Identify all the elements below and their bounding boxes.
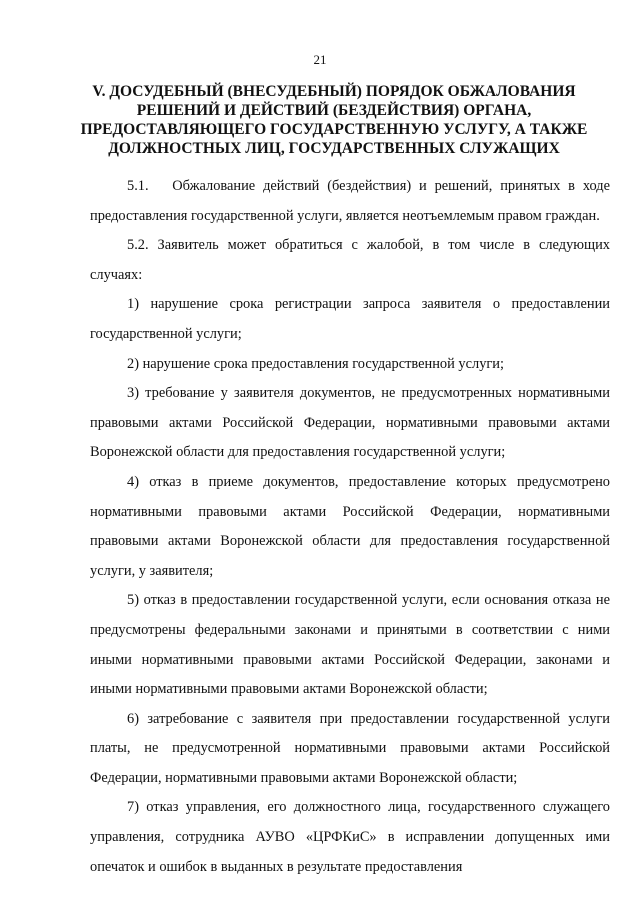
paragraph-5-2: 5.2. Заявитель может обратиться с жалобой, в том числе в следующих случаях: [90,237,610,283]
list-item-7: 7) отказ управления, его должностного лица, государственного служащего управления, сотрудника АУВО «ЦРФКиС» в исправлении допущенных ими опечаток и ошибок в выданных в результате предоставления [90,799,610,875]
list-item-4: 4) отказ в приеме документов, предоставление которых предусмотрено нормативными правовыми актами Российской Федерации, нормативными правовыми актами Воронежской области для предоставления государственной услуги, у заявителя; [90,473,610,579]
section-title-line: ПРЕДОСТАВЛЯЮЩЕГО ГОСУДАРСТВЕННУЮ УСЛУГУ, А ТАКЖЕ [80,121,588,138]
section-title-line: РЕШЕНИЙ И ДЕЙСТВИЙ (БЕЗДЕЙСТВИЯ) ОРГАНА, [136,102,532,119]
list-item-3: 3) требование у заявителя документов, не предусмотренных нормативными правовыми актами Российской Федерации, нормативными правовыми актами Воронежской области для предоставления государственной услуги; [90,385,610,461]
paragraph-5-1: 5.1. Обжалование действий (бездействия) и решений, принятых в ходе предоставления государственной услуги, является неотъемлемым правом граждан. [90,178,610,224]
section-title-line: ДОЛЖНОСТНЫХ ЛИЦ, ГОСУДАРСТВЕННЫХ СЛУЖАЩИХ [108,140,560,157]
page-number: 21 [313,52,327,67]
list-item-1: 1) нарушение срока регистрации запроса заявителя о предоставлении государственной услуги; [90,296,610,342]
section-title [60,82,608,158]
list-item-6: 6) затребование с заявителя при предоставлении государственной услуги платы, не предусмотренной нормативными правовыми актами Российской Федерации, нормативными правовыми актами Воронежской области; [90,710,610,786]
list-item-2: 2) нарушение срока предоставления государственной услуги; [127,355,504,372]
section-title-line: V. ДОСУДЕБНЫЙ (ВНЕСУДЕБНЫЙ) ПОРЯДОК ОБЖАЛОВАНИЯ [92,83,576,100]
list-item-5: 5) отказ в предоставлении государственной услуги, если основания отказа не предусмотрены федеральными законами и принятыми в соответствии с ними иными нормативными правовыми актами Российской Федерации, законами и иными нормативными правовыми актами Воронежской области; [90,592,610,698]
document-body [90,172,610,882]
